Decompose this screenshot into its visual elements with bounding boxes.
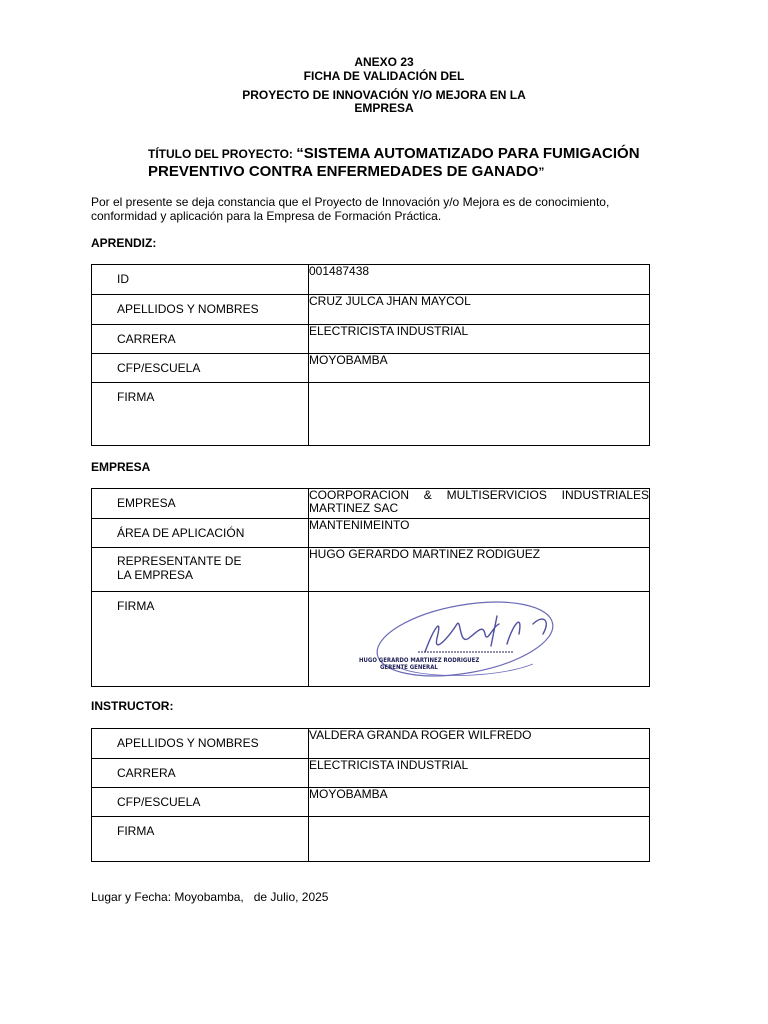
field-label: CARRERA [92,759,309,788]
table-row [92,295,650,325]
project-title-label: TÍTULO DEL PROYECTO: [148,147,297,161]
field-value: ELECTRICISTA INDUSTRIAL [309,325,650,354]
field-label-line1: REPRESENTANTE DE [117,554,242,568]
field-label: CARRERA [92,325,309,354]
field-label: CFP/ESCUELA [92,354,309,383]
project-title [148,145,678,181]
signature-field [309,817,650,862]
field-label: ID [92,265,309,295]
field-value: CRUZ JULCA JHAN MAYCOL [309,295,650,325]
table-row [92,817,650,862]
empresa-heading: EMPRESA [91,460,151,474]
field-value: ELECTRICISTA INDUSTRIAL [309,759,650,788]
aprendiz-heading: APRENDIZ: [91,236,157,250]
field-label: ÁREA DE APLICACIÓN [92,519,309,548]
project-title-line2: PREVENTIVO CONTRA ENFERMEDADES DE GANADO [148,163,539,180]
field-label: EMPRESA [92,489,309,519]
open-quote: “ [296,145,304,162]
field-label [92,548,309,592]
field-label: FIRMA [92,383,309,446]
table-row [92,383,650,446]
field-value [309,489,650,519]
annex-number: ANEXO 23 [354,55,414,69]
table-row [92,592,650,687]
table-row [92,519,650,548]
field-value: MANTENIMEINTO [309,519,650,548]
table-row [92,265,650,295]
instructor-heading: INSTRUCTOR: [91,699,174,713]
field-value: VALDERA GRANDA ROGER WILFREDO [309,729,650,759]
signature-name: HUGO GERARDO MARTINEZ RODRIGUEZ [359,657,480,664]
field-value: 001487438 [309,265,650,295]
table-row [92,354,650,383]
table-row [92,729,650,759]
table-row [92,489,650,519]
instructor-table [91,728,650,862]
close-quote: ” [538,165,545,179]
field-label: FIRMA [92,592,309,687]
field-label-line2: LA EMPRESA [117,568,194,582]
empresa-table [91,488,650,687]
field-value: MOYOBAMBA [309,788,650,817]
table-row [92,788,650,817]
project-title-line1: SISTEMA AUTOMATIZADO PARA FUMIGACIÓN [303,145,640,162]
intro-paragraph: Por el presente se deja constancia que el Proyecto de Innovación y/o Mejora es de conocimiento, conformidad y aplicación para la Empresa de Formación Práctica. [91,195,610,223]
document-heading: FICHA DE VALIDACIÓN DEL [303,69,465,83]
field-label: APELLIDOS Y NOMBRES [92,295,309,325]
signature-field [309,592,650,687]
table-row [92,325,650,354]
field-label: APELLIDOS Y NOMBRES [92,729,309,759]
company-name-line1: COORPORACION & MULTISERVICIOS INDUSTRIALES [309,488,649,502]
field-value: MOYOBAMBA [309,354,650,383]
aprendiz-table [91,264,650,446]
signature-field [309,383,650,446]
document-heading-line4: EMPRESA [354,101,414,115]
company-name-line2: MARTINEZ SAC [309,501,399,515]
field-label: FIRMA [92,817,309,862]
document-heading-line3: PROYECTO DE INNOVACIÓN Y/O MEJORA EN LA [242,88,526,102]
table-row [92,548,650,592]
field-value: HUGO GERARDO MARTINEZ RODIGUEZ [309,548,650,592]
field-label: CFP/ESCUELA [92,788,309,817]
table-row [92,759,650,788]
place-and-date: Lugar y Fecha: Moyobamba, de Julio, 2025 [91,890,329,904]
signature-title: GERENTE GENERAL [380,664,438,671]
